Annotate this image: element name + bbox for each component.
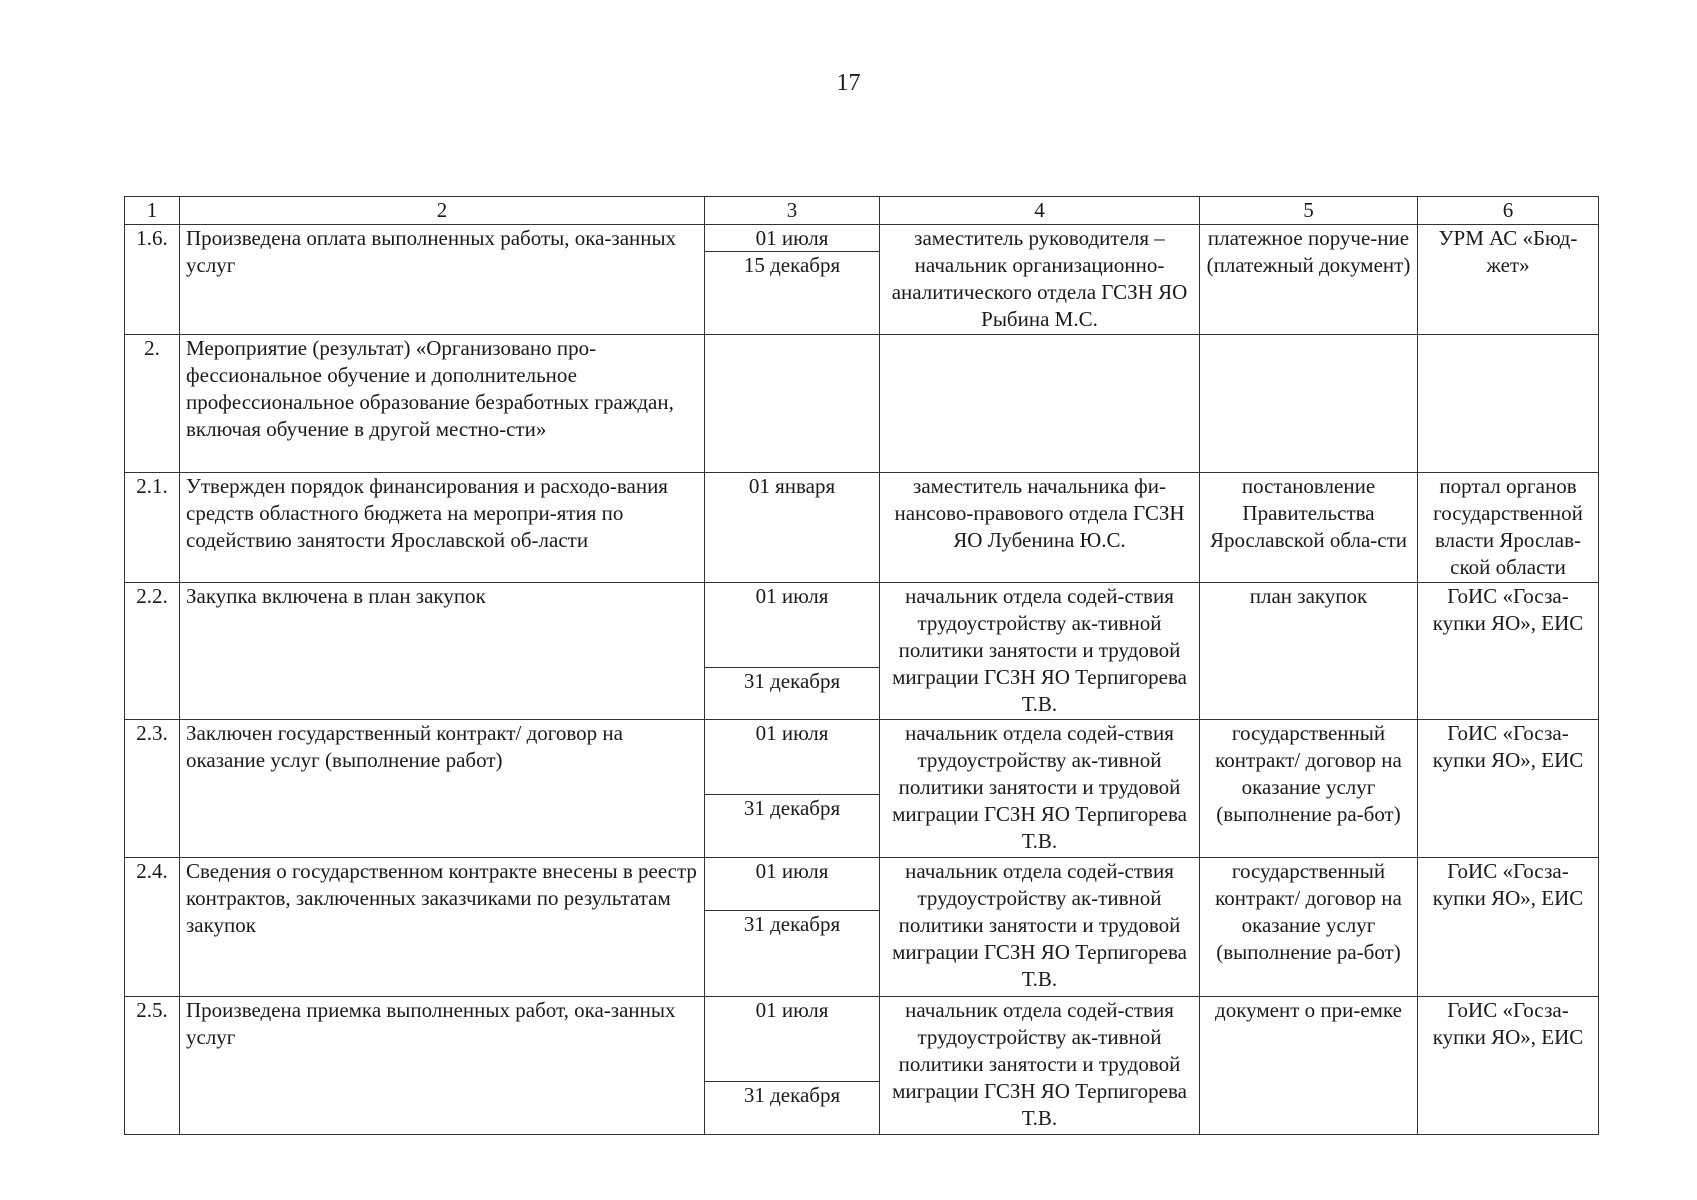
table-row <box>125 997 1599 1135</box>
row-dates <box>705 583 880 720</box>
table-row <box>125 225 1599 335</box>
header-cell: 5 <box>1200 197 1418 225</box>
date-end: 31 декабря <box>743 1083 841 1107</box>
date-start: 01 января <box>748 474 836 498</box>
date-end: 31 декабря <box>743 912 841 936</box>
row-dates <box>705 997 880 1135</box>
row-document: государственный контракт/ договор на оказание услуг (выполнение ра-бот) <box>1200 720 1418 858</box>
header-cell: 1 <box>125 197 180 225</box>
row-number: 1.6. <box>125 225 180 335</box>
date-end: 31 декабря <box>743 796 841 820</box>
row-number: 2.4. <box>125 858 180 997</box>
row-system: ГоИС «Госза-купки ЯО», ЕИС <box>1418 997 1599 1135</box>
table-row <box>125 720 1599 858</box>
row-system: портал органов государственной власти Ярослав-ской области <box>1418 473 1599 583</box>
row-dates <box>705 225 880 335</box>
row-system: УРМ АС «Бюд-жет» <box>1418 225 1599 335</box>
row-dates <box>705 720 880 858</box>
row-description: Закупка включена в план закупок <box>180 583 705 720</box>
row-description: Произведена оплата выполненных работы, ока-занных услуг <box>180 225 705 335</box>
row-system <box>1418 335 1599 473</box>
date-end: 31 декабря <box>743 669 841 693</box>
row-responsible <box>880 335 1200 473</box>
row-description: Мероприятие (результат) «Организовано про-фессиональное обучение и дополнительное профессиональное образование безработных граждан, включая обучение в другой местно-сти» <box>180 335 705 473</box>
row-document: постановление Правительства Ярославской обла-сти <box>1200 473 1418 583</box>
row-responsible: начальник отдела содей-ствия трудоустройству ак-тивной политики занятости и трудовой миграции ГСЗН ЯО Терпигорева Т.В. <box>880 858 1200 997</box>
row-responsible: начальник отдела содей-ствия трудоустройству ак-тивной политики занятости и трудовой миграции ГСЗН ЯО Терпигорева Т.В. <box>880 720 1200 858</box>
date-start: 01 июля <box>705 583 879 668</box>
row-document: государственный контракт/ договор на оказание услуг (выполнение ра-бот) <box>1200 858 1418 997</box>
row-dates <box>705 473 880 583</box>
date-start: 01 июля <box>705 997 879 1082</box>
row-description: Утвержден порядок финансирования и расходо-вания средств областного бюджета на меропри-ятия по содействию занятости Ярославской об-ласти <box>180 473 705 583</box>
header-cell: 2 <box>180 197 705 225</box>
row-dates <box>705 858 880 997</box>
row-description: Произведена приемка выполненных работ, ока-занных услуг <box>180 997 705 1135</box>
row-dates <box>705 335 880 473</box>
header-cell: 3 <box>705 197 880 225</box>
table-row <box>125 473 1599 583</box>
row-system: ГоИС «Госза-купки ЯО», ЕИС <box>1418 858 1599 997</box>
row-system: ГоИС «Госза-купки ЯО», ЕИС <box>1418 583 1599 720</box>
row-document: платежное поруче-ние (платежный документ) <box>1200 225 1418 335</box>
row-number: 2.1. <box>125 473 180 583</box>
row-document: план закупок <box>1200 583 1418 720</box>
date-start: 01 июля <box>705 720 879 795</box>
row-description: Заключен государственный контракт/ договор на оказание услуг (выполнение работ) <box>180 720 705 858</box>
row-number: 2. <box>125 335 180 473</box>
table-header-row <box>125 197 1599 225</box>
row-system: ГоИС «Госза-купки ЯО», ЕИС <box>1418 720 1599 858</box>
table-row <box>125 335 1599 473</box>
header-cell: 6 <box>1418 197 1599 225</box>
row-responsible: заместитель начальника фи-нансово-правового отдела ГСЗН ЯО Лубенина Ю.С. <box>880 473 1200 583</box>
date-end: 15 декабря <box>743 253 841 277</box>
row-document: документ о при-емке <box>1200 997 1418 1135</box>
row-number: 2.3. <box>125 720 180 858</box>
row-responsible: начальник отдела содей-ствия трудоустройству ак-тивной политики занятости и трудовой миграции ГСЗН ЯО Терпигорева Т.В. <box>880 583 1200 720</box>
plan-table <box>124 196 1599 1135</box>
row-description: Сведения о государственном контракте внесены в реестр контрактов, заключенных заказчиками по результатам закупок <box>180 858 705 997</box>
table-row <box>125 858 1599 997</box>
table-row <box>125 583 1599 720</box>
row-number: 2.2. <box>125 583 180 720</box>
row-document <box>1200 335 1418 473</box>
row-responsible: начальник отдела содей-ствия трудоустройству ак-тивной политики занятости и трудовой миграции ГСЗН ЯО Терпигорева Т.В. <box>880 997 1200 1135</box>
date-start: 01 июля <box>705 225 879 252</box>
date-start: 01 июля <box>705 858 879 911</box>
page-number: 17 <box>836 70 861 96</box>
row-number: 2.5. <box>125 997 180 1135</box>
row-responsible: заместитель руководителя – начальник организационно-аналитического отдела ГСЗН ЯО Рыбина М.С. <box>880 225 1200 335</box>
header-cell: 4 <box>880 197 1200 225</box>
